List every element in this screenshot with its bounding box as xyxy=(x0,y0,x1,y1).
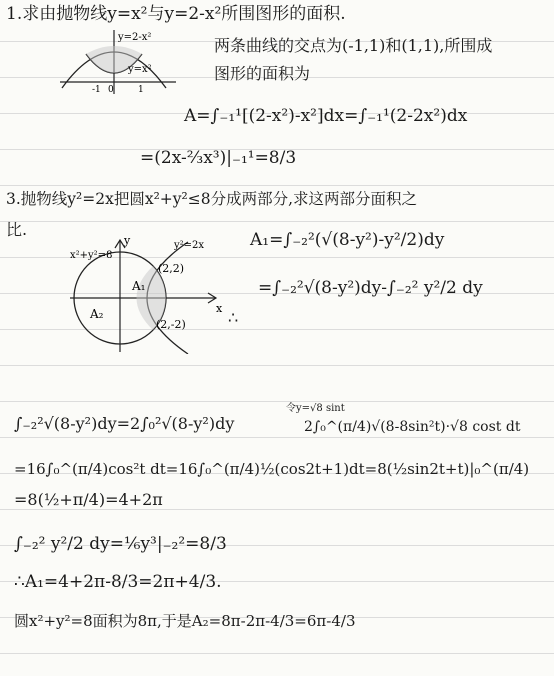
region-a1-label: A₁ xyxy=(132,279,146,293)
x-axis-label: x xyxy=(216,302,223,315)
calc-line4: ∫₋₂² y²/2 dy=⅙y³|₋₂²=8/3 xyxy=(14,534,227,554)
problem3-graph xyxy=(66,232,246,354)
problem1-graph xyxy=(52,26,182,96)
problem1-line1: 两条曲线的交点为(-1,1)和(1,1),所围成 xyxy=(214,36,493,55)
calc-line1-left: ∫₋₂²√(8-y²)dy=2∫₀²√(8-y²)dy xyxy=(14,414,235,433)
problem1-line2: 图形的面积为 xyxy=(214,64,311,83)
calc-line3: =8(½+π/4)=4+2π xyxy=(14,490,163,509)
a1-integral: A₁=∫₋₂²(√(8-y²)-y²/2)dy xyxy=(250,230,445,250)
label-mid-curve: y=x² xyxy=(128,64,152,75)
problem1-title: 1.求由抛物线y=x²与y=2-x²所围图形的面积. xyxy=(6,4,346,24)
problem3-title-continued: 比. xyxy=(6,220,28,239)
point-lower-label: (2,-2) xyxy=(156,318,186,331)
tick-neg1: -1 xyxy=(92,85,101,95)
point-upper-label: (2,2) xyxy=(158,262,185,275)
a1-split: =∫₋₂²√(8-y²)dy-∫₋₂² y²/2 dy xyxy=(258,278,483,298)
calc-line2: =16∫₀^(π/4)cos²t dt=16∫₀^(π/4)½(cos2t+1)dt=8(½sin2t+t)|₀^(π/4) xyxy=(14,460,530,478)
calc-line6: 圆x²+y²=8面积为8π,于是A₂=8π-2π-4/3=6π-4/3 xyxy=(14,612,356,630)
problem1-area-expression: A=∫₋₁¹[(2-x²)-x²]dx=∫₋₁¹(2-2x²)dx xyxy=(184,106,468,126)
tick-1: 1 xyxy=(138,85,144,95)
tick-0: 0 xyxy=(108,85,114,95)
parabola-label: y²=2x xyxy=(174,240,205,251)
calc-line5: ∴A₁=4+2π-8/3=2π+4/3. xyxy=(14,572,222,592)
y-axis-label: y xyxy=(124,234,131,247)
substitution-note: 令y=√8 sint xyxy=(286,403,345,414)
therefore-mark: ∴ xyxy=(228,308,239,327)
calc-line1-right: 2∫₀^(π/4)√(8-8sin²t)·√8 cost dt xyxy=(304,419,521,435)
circle-label: x²+y²=8 xyxy=(70,250,113,261)
problem3-title: 3.抛物线y²=2x把圆x²+y²≤8分成两部分,求这两部分面积之 xyxy=(6,190,418,208)
label-top-curve: y=2-x² xyxy=(118,32,152,43)
problem1-result: =(2x-⅔x³)|₋₁¹=8/3 xyxy=(140,148,297,168)
region-a2-label: A₂ xyxy=(90,307,104,321)
